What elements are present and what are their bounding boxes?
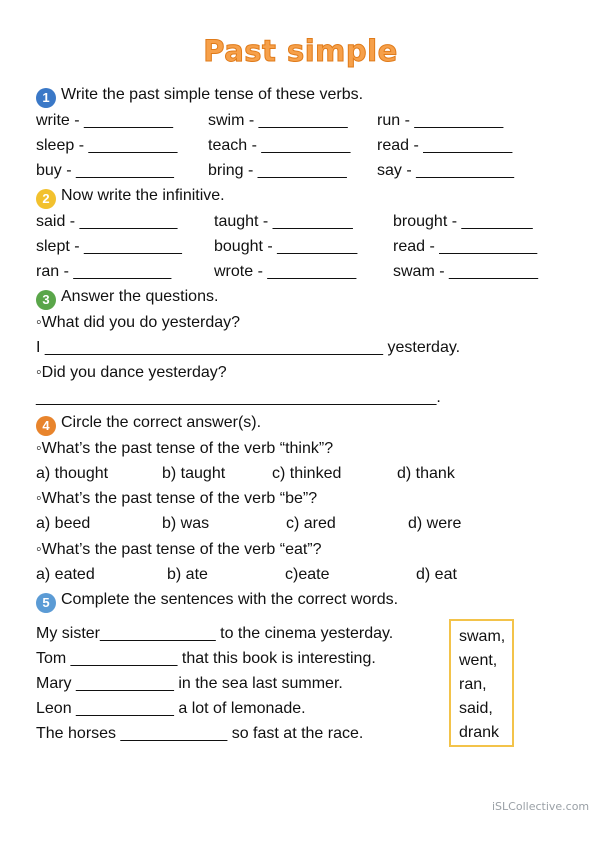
mc-option[interactable]: d) were xyxy=(408,515,462,532)
verb-field[interactable]: buy - ___________ xyxy=(36,162,174,179)
mc-option[interactable]: a) thought xyxy=(36,465,109,482)
infinitive-field[interactable]: swam - __________ xyxy=(393,263,538,280)
mc-question: ◦What’s the past tense of the verb “be”? xyxy=(36,490,318,507)
infinitive-field[interactable]: bought - _________ xyxy=(214,238,358,255)
mc-option[interactable]: d) thank xyxy=(397,465,455,482)
mc-question: ◦What’s the past tense of the verb “think”? xyxy=(36,440,334,457)
mc-option[interactable]: c) thinked xyxy=(272,465,342,482)
fill-in-sentence[interactable]: The horses ____________ so fast at the race. xyxy=(36,725,364,742)
mc-option[interactable]: b) taught xyxy=(162,465,226,482)
answer-line-1[interactable]: I ______________________________________ yesterday. xyxy=(36,339,461,356)
word-bank-item: went, xyxy=(459,652,498,669)
verb-field[interactable]: run - __________ xyxy=(377,112,504,129)
number-badge-3: 3 xyxy=(36,290,56,310)
page-title: Past simple xyxy=(203,34,398,68)
mc-option[interactable]: b) was xyxy=(162,515,210,532)
section1-instruction: Write the past simple tense of these verbs. xyxy=(61,86,364,103)
verb-field[interactable]: bring - __________ xyxy=(208,162,347,179)
verb-field[interactable]: swim - __________ xyxy=(208,112,348,129)
mc-option[interactable]: c)eate xyxy=(285,566,330,583)
section3-instruction: Answer the questions. xyxy=(61,288,219,305)
answer-line-2[interactable]: _____________________________________________. xyxy=(36,389,441,406)
number-badge-5: 5 xyxy=(36,593,56,613)
mc-option[interactable]: a) eated xyxy=(36,566,95,583)
section3-heading xyxy=(36,287,218,310)
section4-instruction: Circle the correct answer(s). xyxy=(61,414,262,431)
verb-field[interactable]: teach - __________ xyxy=(208,137,351,154)
question-2: ◦Did you dance yesterday? xyxy=(36,364,227,381)
section2-instruction: Now write the infinitive. xyxy=(61,187,225,204)
verb-field[interactable]: write - __________ xyxy=(36,112,173,129)
verb-field[interactable]: say - ___________ xyxy=(377,162,514,179)
section5-heading xyxy=(36,590,398,613)
section5-instruction: Complete the sentences with the correct words. xyxy=(61,591,399,608)
number-badge-2: 2 xyxy=(36,189,56,209)
infinitive-field[interactable]: ran - ___________ xyxy=(36,263,172,280)
mc-question: ◦What’s the past tense of the verb “eat”? xyxy=(36,541,322,558)
mc-option[interactable]: b) ate xyxy=(167,566,208,583)
fill-in-sentence[interactable]: Mary ___________ in the sea last summer. xyxy=(36,675,343,692)
mc-option[interactable]: a) beed xyxy=(36,515,91,532)
mc-option[interactable]: d) eat xyxy=(416,566,457,583)
section2-heading xyxy=(36,186,225,209)
watermark: iSLCollective.com xyxy=(492,800,590,813)
verb-field[interactable]: read - __________ xyxy=(377,137,513,154)
mc-option[interactable]: c) ared xyxy=(286,515,336,532)
infinitive-field[interactable]: read - ___________ xyxy=(393,238,538,255)
word-bank-item: ran, xyxy=(459,676,487,693)
word-bank xyxy=(449,619,514,747)
infinitive-field[interactable]: brought - ________ xyxy=(393,213,533,230)
number-badge-1: 1 xyxy=(36,88,56,108)
section1-heading xyxy=(36,85,363,108)
word-bank-item: drank xyxy=(459,724,500,741)
word-bank-item: said, xyxy=(459,700,493,717)
infinitive-field[interactable]: said - ___________ xyxy=(36,213,178,230)
infinitive-field[interactable]: slept - ___________ xyxy=(36,238,182,255)
infinitive-field[interactable]: wrote - __________ xyxy=(214,263,357,280)
fill-in-sentence[interactable]: Tom ____________ that this book is interesting. xyxy=(36,650,376,667)
number-badge-4: 4 xyxy=(36,416,56,436)
question-1: ◦What did you do yesterday? xyxy=(36,314,241,331)
fill-in-sentence[interactable]: My sister_____________ to the cinema yesterday. xyxy=(36,625,394,642)
word-bank-item: swam, xyxy=(459,628,506,645)
section4-heading xyxy=(36,413,261,436)
verb-field[interactable]: sleep - __________ xyxy=(36,137,178,154)
infinitive-field[interactable]: taught - _________ xyxy=(214,213,353,230)
fill-in-sentence[interactable]: Leon ___________ a lot of lemonade. xyxy=(36,700,306,717)
